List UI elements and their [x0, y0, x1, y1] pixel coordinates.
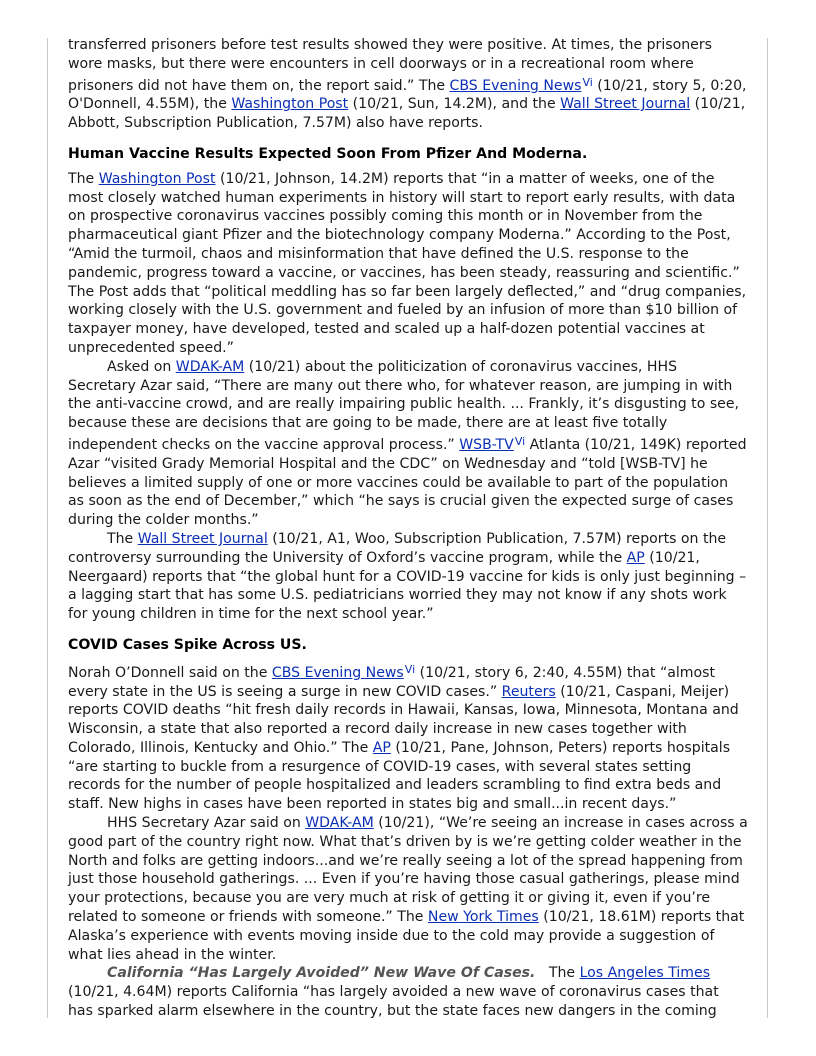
- video-indicator-icon[interactable]: Vi: [582, 75, 593, 89]
- article-column: [68, 36, 748, 1021]
- video-indicator-icon[interactable]: Vi: [514, 434, 526, 448]
- link-wdak-am[interactable]: WDAK-AM: [305, 815, 374, 832]
- link-cbs-evening-news[interactable]: CBS Evening News: [449, 77, 582, 94]
- link-washington-post[interactable]: Washington Post: [98, 170, 216, 187]
- paragraph-odonnell-surge: Norah O’Donnell said on the CBS Evening News$^{Vi}$ (10/21, story 6, 2:40, 4.55M) that “almost every state in the US is seeing a surge in new COVID cases.” Reuters (10/21, Caspani, Meijer) reports COVID deaths “hit fresh daily records in Hawaii, Kansas, Iowa, Minnesota, Montana and Wisconsin, a state that also reported a record daily increase in new cases together with Colorado, Illinois, Kentucky and Ohio.” The AP (10/21, Pane, Johnson, Peters) reports hospitals “are starting to buckle from a resurgence of COVID-19 cases, with several states setting records for the number of people hospitalized and leaders scrambling to find extra beds and staff. New highs in cases have been reported in states big and small...in recent days.”: [68, 662, 739, 813]
- link-wall-street-journal[interactable]: Wall Street Journal: [560, 96, 691, 113]
- left-margin-rule: [47, 38, 48, 1018]
- paragraph-washington-post-vaccine: The Washington Post (10/21, Johnson, 14.2M) reports that “in a matter of weeks, one of the most closely watched human experiments in history will start to report early results, with data on prospective coronavirus vaccines possibly coming this month or in November from the pharmaceutical giant Pfizer and the biotechnology company Moderna.” According to the Post, “Amid the turmoil, chaos and misinformation that have defined the U.S. response to the pandemic, progress toward a vaccine, or vaccines, has been steady, reassuring and scientific.” The Post adds that “political meddling has so far been largely deflected,” and “drug companies, working closely with the U.S. government and fueled by an infusion of more than $10 billion of taxpayer money, have developed, tested and scaled up a half-dozen potential vaccines at unprecedented speed.”: [68, 170, 747, 356]
- link-cbs-evening-news[interactable]: CBS Evening News: [271, 664, 404, 681]
- paragraph-prisoners: transferred prisoners before test results showed they were positive. At times, the prisoners wore masks, but there were encounters in cell doorways or in a recreational room where prisoners did not have them on, the report said.” The CBS Evening News$^{Vi}$ (10/21, story 5, 0:20, O'Donnell, 4.55M), the Washington Post (10/21, Sun, 14.2M), and the Wall Street Journal (10/21, Abbott, Subscription Publication, 7.57M) also have reports.: [68, 37, 747, 132]
- paragraph-california: California “Has Largely Avoided” New Wave Of Cases. The Los Angeles Times (10/21, 4.64M) reports California “has largely avoided a new wave of coronavirus cases that has sparked alarm elsewhere in the country, but the state faces new dangers in the coming: [68, 965, 719, 1020]
- link-ap[interactable]: AP: [626, 549, 645, 566]
- paragraph-azar-wdak: Asked on WDAK-AM (10/21) about the politicization of coronavirus vaccines, HHS Secretary Azar said, “There are many out there who, for whatever reason, are jumping in with the anti-vaccine crowd, and are really impairing public health. ... Frankly, it’s disgusting to see, because these are decisions that are going to be made, there are at least five totally independent checks on the vaccine approval process.” WSB-$TV^{Vi}$ Atlanta (10/21, 149K) reported Azar “visited Grady Memorial Hospital and the CDC” on Wednesday and “told [WSB-TV] he believes a limited supply of one or more vaccines could be available to part of the population as soon as the end of December,” which “he says is crucial given the expected surge of cases during the colder months.”: [68, 358, 747, 529]
- paragraph-wsj-oxford: The Wall Street Journal (10/21, A1, Woo, Subscription Publication, 7.57M) reports on the controversy surrounding the University of Oxford’s vaccine program, while the AP (10/21, Neergaard) reports that “the global hunt for a COVID-19 vaccine for kids is only just beginning – a lagging start that has some U.S. pediatricians worried they may not know if any shots work for young children in time for the next school year.”: [68, 530, 747, 623]
- right-margin-rule: [767, 38, 768, 1018]
- link-ap[interactable]: AP: [372, 739, 391, 756]
- link-wsb-tv[interactable]: WSB-TV: [459, 436, 514, 453]
- link-reuters[interactable]: Reuters: [501, 683, 556, 700]
- headline-covid-spike: COVID Cases Spike Across US.: [68, 636, 307, 653]
- headline-vaccine-results: Human Vaccine Results Expected Soon From Pfizer And Moderna.: [68, 145, 588, 162]
- paragraph-azar-increase: HHS Secretary Azar said on WDAK-AM (10/21), “We’re seeing an increase in cases across a good part of the country right now. What that’s driven by is we’re getting colder weather in the North and folks are getting indoors...and we’re really seeing a lot of the spread happening from just those household gatherings. ... Even if you’re having those casual gatherings, please mind your protections, because you are very much at risk of getting it or giving it, even if you’re related to someone or friends with someone.” The New York Times (10/21, 18.61M) reports that Alaska’s experience with events moving inside due to the cold may provide a suggestion of what lies ahead in the winter.: [68, 815, 748, 963]
- link-wall-street-journal[interactable]: Wall Street Journal: [137, 530, 268, 547]
- link-wdak-am[interactable]: WDAK-AM: [175, 358, 245, 375]
- link-washington-post[interactable]: Washington Post: [231, 96, 349, 113]
- subheading-california: California “Has Largely Avoided” New Wave Of Cases.: [107, 965, 536, 982]
- video-indicator-icon[interactable]: Vi: [404, 662, 416, 676]
- link-new-york-times[interactable]: New York Times: [427, 909, 539, 926]
- link-los-angeles-times[interactable]: Los Angeles Times: [579, 965, 711, 982]
